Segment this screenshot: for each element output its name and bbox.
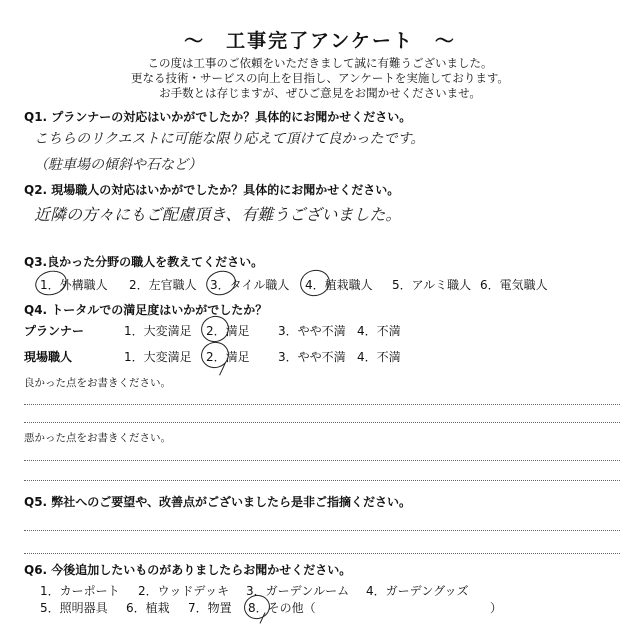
q2-question: Q2. 現場職人の対応はいかがでしたか？具体的にお聞かせください。 xyxy=(24,183,400,197)
q6-option-8-close-paren: ） xyxy=(490,601,503,615)
q6-option-4[interactable]: 4．ガーデングッズ xyxy=(366,584,469,598)
q3-option-5[interactable]: 5．アルミ職人 xyxy=(392,278,472,292)
q4-planner-label: プランナー xyxy=(24,324,85,338)
q1-question: Q1. プランナーの対応はいかがでしたか？具体的にお聞かせください。 xyxy=(24,110,412,124)
q6-option-3[interactable]: 3．ガーデンルーム xyxy=(246,584,350,598)
bad-points-line-1[interactable] xyxy=(24,460,620,461)
q4-planner-option-3[interactable]: 3．やや不満 xyxy=(278,324,346,338)
q4-craftsman-options xyxy=(0,348,640,364)
q3-option-4[interactable]: 4．植栽職人 xyxy=(305,278,373,292)
q4-craftsman-option-3[interactable]: 3．やや不満 xyxy=(278,350,346,364)
q3-question: Q3.良かった分野の職人を教えてください。 xyxy=(24,255,264,269)
q6-options-row-1 xyxy=(0,582,640,598)
q4-craftsman-label: 現場職人 xyxy=(24,350,73,364)
bad-points-line-2[interactable] xyxy=(24,480,620,481)
q3-circle-mark-3 xyxy=(203,268,238,299)
survey-title: ～ 工事完了アンケート ～ xyxy=(184,30,456,52)
bad-points-label: 悪かった点をお書きください。 xyxy=(24,432,171,444)
q4-craftsman-circle-mark xyxy=(198,339,232,371)
q4-craftsman-option-1[interactable]: 1．大変満足 xyxy=(124,350,192,364)
good-points-line-1[interactable] xyxy=(24,404,620,405)
q5-line-2[interactable] xyxy=(24,553,620,554)
q4-planner-options xyxy=(0,322,640,338)
q6-option-6[interactable]: 6．植栽 xyxy=(126,601,170,615)
intro-line-2: 更なる技術・サービスの向上を目指し、アンケートを実施しております。 xyxy=(131,71,509,85)
q4-planner-option-1[interactable]: 1．大変満足 xyxy=(124,324,192,338)
q6-question: Q6. 今後追加したいものがありましたらお聞かせください。 xyxy=(24,563,352,577)
good-points-line-2[interactable] xyxy=(24,422,620,423)
q6-options-row-2 xyxy=(0,599,640,615)
q3-circle-mark-4 xyxy=(297,267,333,300)
q6-option-8[interactable]: 8．その他（ xyxy=(248,601,316,615)
intro-line-3: お手数とは存じますが、ぜひご意見をお聞かせくださいませ。 xyxy=(159,86,481,100)
q4-planner-option-2[interactable]: 2．満足 xyxy=(206,324,250,338)
q1-answer-line-1: こちらのリクエストに可能な限り応えて頂けて良かったです。 xyxy=(34,131,425,147)
q6-option-2[interactable]: 2．ウッドデッキ xyxy=(138,584,230,598)
q3-circle-mark-1 xyxy=(32,267,69,298)
q5-question: Q5. 弊社へのご要望や、改善点がございましたら是非ご指摘ください。 xyxy=(24,495,412,509)
q6-option-5[interactable]: 5．照明器具 xyxy=(40,601,108,615)
q6-option-7[interactable]: 7．物置 xyxy=(188,601,232,615)
q3-option-3[interactable]: 3．タイル職人 xyxy=(210,278,290,292)
q4-craftsman-option-2[interactable]: 2．満足 xyxy=(206,350,250,364)
q3-option-1[interactable]: 1．外構職人 xyxy=(40,278,108,292)
q4-craftsman-option-4[interactable]: 4．不満 xyxy=(357,350,401,364)
q5-line-1[interactable] xyxy=(24,530,620,531)
q2-answer-line-1: 近隣の方々にもご配慮頂き、有難うございました。 xyxy=(34,205,402,224)
q3-option-2[interactable]: 2．左官職人 xyxy=(129,278,197,292)
q1-answer-line-2: （駐車場の傾斜や石など） xyxy=(34,157,202,173)
intro-line-1: この度は工事のご依頼をいただきまして誠に有難うございました。 xyxy=(147,56,493,70)
q4-question: Q4. トータルでの満足度はいかがでしたか？ xyxy=(24,303,268,317)
q3-option-6[interactable]: 6．電気職人 xyxy=(480,278,548,292)
good-points-label: 良かった点をお書きください。 xyxy=(24,377,171,389)
q6-option-1[interactable]: 1．カーポート xyxy=(40,584,120,598)
q4-planner-option-4[interactable]: 4．不満 xyxy=(357,324,401,338)
